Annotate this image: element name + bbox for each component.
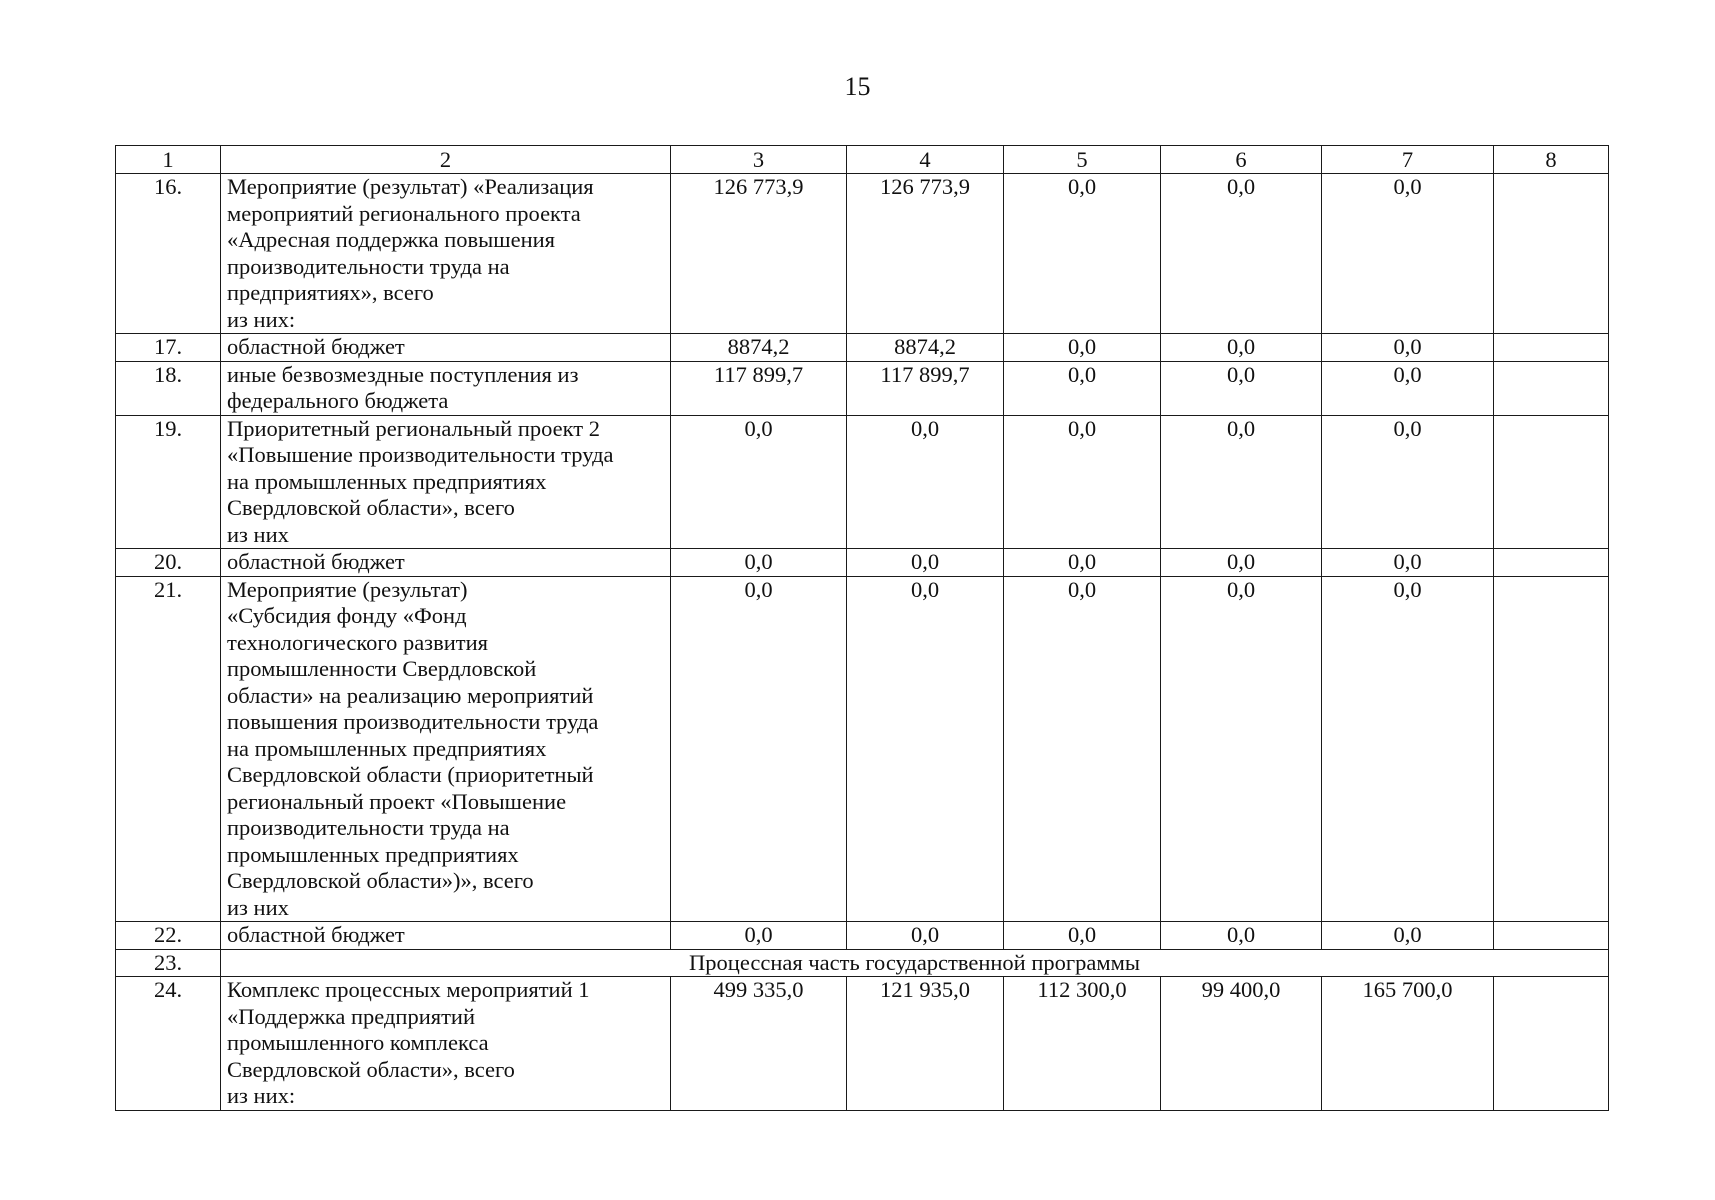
value-cell-col8: [1494, 922, 1609, 950]
value-cell-col4: 8874,2: [847, 334, 1004, 362]
value-cell-col7: 0,0: [1322, 334, 1494, 362]
row-number: 24.: [116, 977, 221, 1111]
table-row: [116, 334, 1609, 362]
row-name: [221, 977, 671, 1111]
value-cell-col5: 0,0: [1004, 334, 1161, 362]
header-cell: 8: [1494, 146, 1609, 174]
row-name-line: Мероприятие (результат) «Реализация: [227, 174, 594, 199]
row-number: 17.: [116, 334, 221, 362]
row-name-line: областной бюджет: [227, 334, 405, 359]
value-cell-col3: 126 773,9: [671, 174, 847, 334]
value-cell-col5: 0,0: [1004, 415, 1161, 549]
row-name-line: Мероприятие (результат): [227, 576, 468, 602]
row-name: [221, 549, 671, 577]
value-cell-col3: 0,0: [671, 922, 847, 950]
row-name: [221, 922, 671, 950]
row-name-line: областной бюджет: [227, 549, 405, 574]
row-name-line: Свердловской области», всего: [227, 495, 515, 520]
value-cell-col8: [1494, 415, 1609, 549]
value-cell-col8: [1494, 361, 1609, 415]
value-cell-col5: 112 300,0: [1004, 977, 1161, 1111]
row-name: [221, 361, 671, 415]
row-name-line: «Поддержка предприятий: [227, 1003, 476, 1029]
table-header-row: [116, 146, 1609, 174]
row-name-line: Свердловской области», всего: [227, 1056, 515, 1082]
value-cell-col4: 0,0: [847, 576, 1004, 922]
row-name-line: на промышленных предприятиях: [227, 468, 547, 494]
header-cell: 3: [671, 146, 847, 174]
row-name-line: Приоритетный региональный проект 2: [227, 415, 600, 441]
header-cell: 1: [116, 146, 221, 174]
row-name: [221, 415, 671, 549]
value-cell-col3: 117 899,7: [671, 361, 847, 415]
value-cell-col7: 0,0: [1322, 922, 1494, 950]
value-cell-col7: 0,0: [1322, 174, 1494, 334]
row-name-line: региональный проект «Повышение: [227, 788, 567, 814]
budget-table: [115, 145, 1609, 1111]
table-row: [116, 361, 1609, 415]
row-name-line: промышленного комплекса: [227, 1030, 489, 1055]
value-cell-col5: 0,0: [1004, 922, 1161, 950]
value-cell-col6: 0,0: [1161, 174, 1322, 334]
row-name-line: производительности труда на: [227, 253, 510, 279]
value-cell-col7: 0,0: [1322, 576, 1494, 922]
table-row: [116, 549, 1609, 577]
row-number: 20.: [116, 549, 221, 577]
value-cell-col7: 0,0: [1322, 415, 1494, 549]
value-cell-col8: [1494, 549, 1609, 577]
value-cell-col6: 99 400,0: [1161, 977, 1322, 1111]
header-cell: 4: [847, 146, 1004, 174]
row-name: [221, 174, 671, 334]
row-name-line: «Адресная поддержка повышения: [227, 227, 556, 252]
value-cell-col6: 0,0: [1161, 334, 1322, 362]
value-cell-col6: 0,0: [1161, 922, 1322, 950]
value-cell-col3: 8874,2: [671, 334, 847, 362]
header-cell: 2: [221, 146, 671, 174]
row-name-line: на промышленных предприятиях: [227, 735, 547, 761]
row-name: [221, 576, 671, 922]
row-name-line: Комплекс процессных мероприятий 1: [227, 977, 590, 1002]
value-cell-col4: 0,0: [847, 922, 1004, 950]
value-cell-col4: 126 773,9: [847, 174, 1004, 334]
row-number: 23.: [116, 949, 221, 977]
page-number: 15: [844, 72, 871, 101]
row-name-line: мероприятий регионального проекта: [227, 200, 581, 226]
value-cell-col5: 0,0: [1004, 361, 1161, 415]
header-cell: 6: [1161, 146, 1322, 174]
value-cell-col5: 0,0: [1004, 549, 1161, 577]
value-cell-col6: 0,0: [1161, 549, 1322, 577]
row-name-line: области» на реализацию мероприятий: [227, 682, 594, 708]
value-cell-col8: [1494, 334, 1609, 362]
value-cell-col6: 0,0: [1161, 576, 1322, 922]
header-cell: 7: [1322, 146, 1494, 174]
row-number: 19.: [116, 415, 221, 549]
value-cell-col4: 117 899,7: [847, 361, 1004, 415]
table-row: [116, 415, 1609, 549]
value-cell-col4: 0,0: [847, 549, 1004, 577]
table-row: [116, 977, 1609, 1111]
row-name-line: федерального бюджета: [227, 388, 449, 413]
row-name-line: Свердловской области»)», всего: [227, 868, 534, 893]
value-cell-col4: 121 935,0: [847, 977, 1004, 1111]
value-cell-col3: 0,0: [671, 576, 847, 922]
value-cell-col8: [1494, 977, 1609, 1111]
row-number: 16.: [116, 174, 221, 334]
value-cell-col5: 0,0: [1004, 576, 1161, 922]
row-name-line: из них: [227, 521, 289, 547]
table-row: [116, 949, 1609, 977]
value-cell-col8: [1494, 576, 1609, 922]
header-cell: 5: [1004, 146, 1161, 174]
value-cell-col6: 0,0: [1161, 361, 1322, 415]
row-name-line: областной бюджет: [227, 922, 405, 947]
row-name-line: производительности труда на: [227, 815, 510, 840]
value-cell-col7: 165 700,0: [1322, 977, 1494, 1111]
row-name-line: из них:: [227, 306, 296, 332]
row-name-line: предприятиях», всего: [227, 280, 434, 305]
row-name: [221, 334, 671, 362]
row-name-line: промышленности Свердловской: [227, 656, 537, 681]
value-cell-col3: 0,0: [671, 415, 847, 549]
row-number: 22.: [116, 922, 221, 950]
table-row: [116, 174, 1609, 334]
row-name-line: «Повышение производительности труда: [227, 442, 614, 467]
table-row: [116, 922, 1609, 950]
value-cell-col5: 0,0: [1004, 174, 1161, 334]
row-name-line: «Субсидия фонду «Фонд: [227, 603, 467, 628]
table-row: [116, 576, 1609, 922]
value-cell-col3: 499 335,0: [671, 977, 847, 1111]
value-cell-col6: 0,0: [1161, 415, 1322, 549]
row-name-line: повышения производительности труда: [227, 709, 599, 734]
row-name-line: промышленных предприятиях: [227, 841, 519, 867]
row-name-line: иные безвозмездные поступления из: [227, 361, 579, 387]
row-name-line: из них: [227, 894, 289, 920]
value-cell-col7: 0,0: [1322, 549, 1494, 577]
row-number: 21.: [116, 576, 221, 922]
row-number: 18.: [116, 361, 221, 415]
row-name-line: Свердловской области (приоритетный: [227, 762, 594, 787]
value-cell-col8: [1494, 174, 1609, 334]
value-cell-col4: 0,0: [847, 415, 1004, 549]
row-name-line: из них:: [227, 1083, 296, 1108]
row-name-line: технологического развития: [227, 629, 488, 655]
value-cell-col3: 0,0: [671, 549, 847, 577]
value-cell-col7: 0,0: [1322, 361, 1494, 415]
section-title: Процессная часть государственной программы: [221, 949, 1609, 977]
